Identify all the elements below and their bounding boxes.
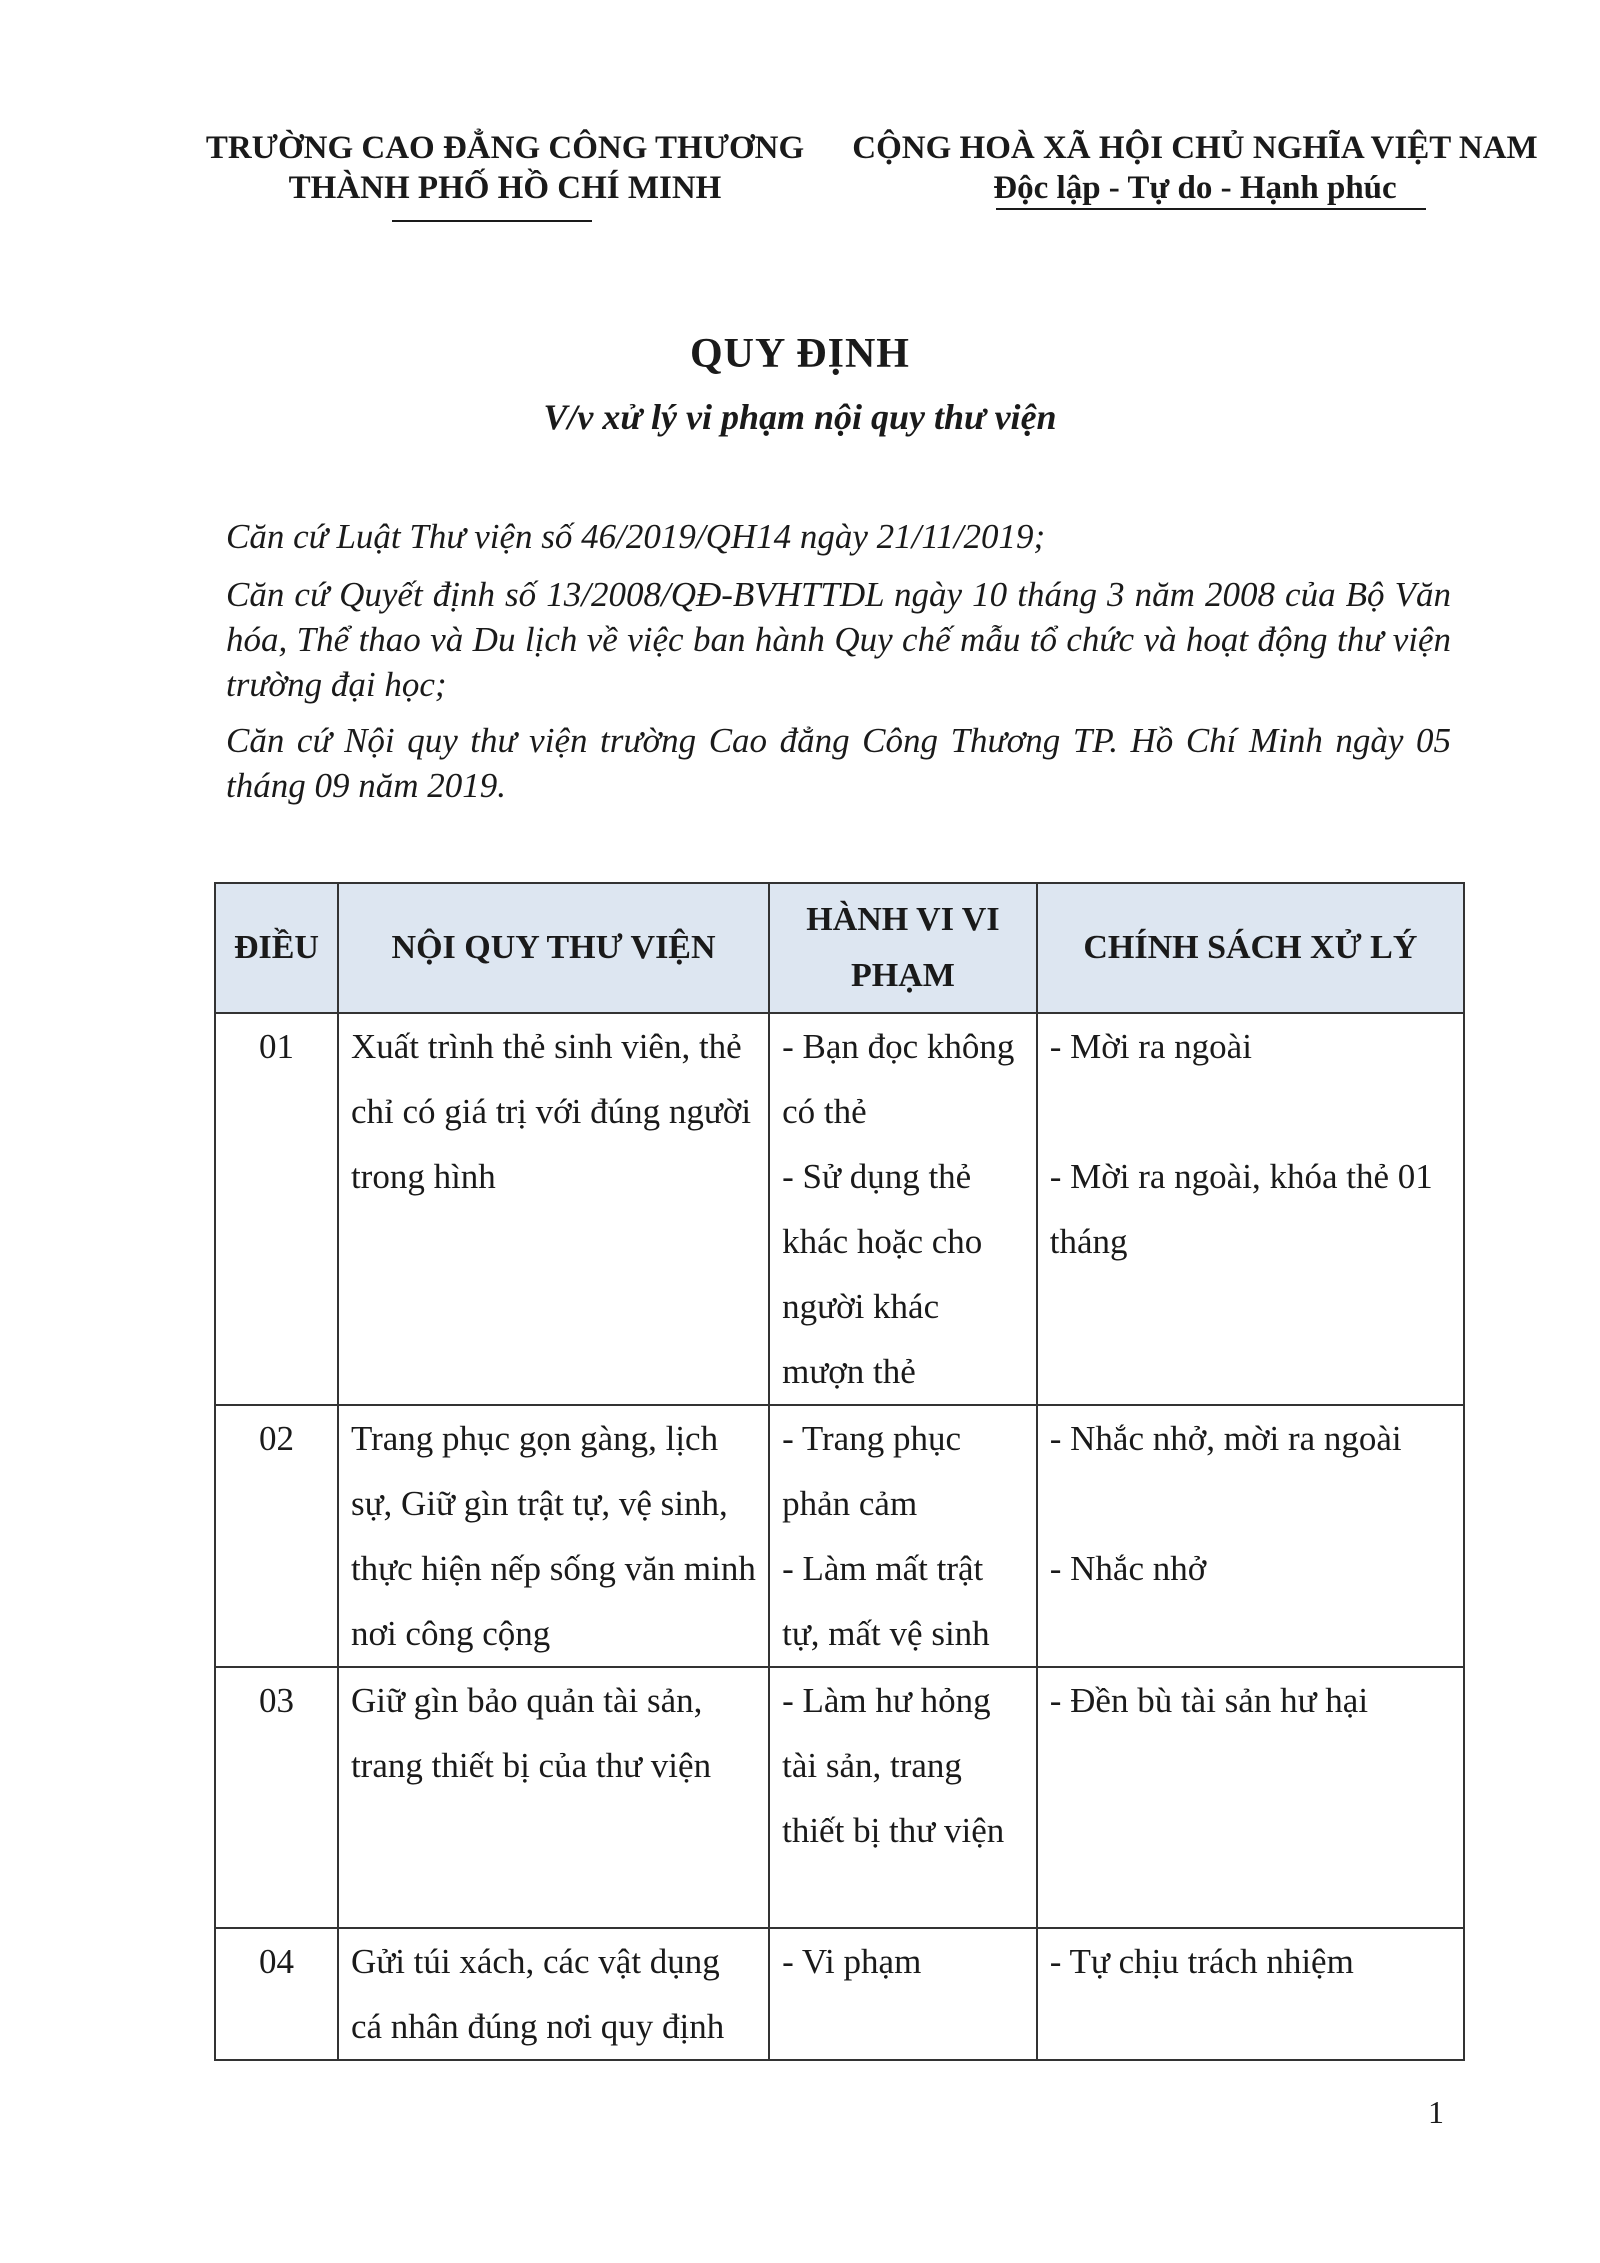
table-row [215, 1667, 1464, 1928]
rule-text: Gửi túi xách, các vật dụng cá nhân đúng nơi quy định [338, 1928, 769, 2060]
national-motto [850, 128, 1540, 208]
header-article: ĐIỀU [215, 883, 338, 1013]
header-violation: HÀNH VI VI PHẠM [769, 883, 1037, 1013]
policy-cell [1037, 1405, 1464, 1667]
school-name-line-2: THÀNH PHỐ HỒ CHÍ MINH [288, 170, 722, 206]
country-name: CỘNG HOÀ XÃ HỘI CHỦ NGHĨA VIỆT NAM [852, 130, 1538, 166]
policy-item: - Đền bù tài sản hư hại [1049, 1681, 1369, 1720]
violation-item: - Làm mất trật tự, mất vệ sinh [782, 1549, 990, 1653]
motto: Độc lập - Tự do - Hạnh phúc [993, 170, 1397, 206]
table-row [215, 1928, 1464, 2060]
violation-item: - Bạn đọc không có thẻ [782, 1027, 1015, 1131]
school-name-underline [392, 220, 592, 222]
policy-cell [1037, 1928, 1464, 2060]
policy-item: - Nhắc nhở [1049, 1549, 1207, 1588]
rule-text: Trang phục gọn gàng, lịch sự, Giữ gìn trật tự, vệ sinh, thực hiện nếp sống văn minh nơi công cộng [338, 1405, 769, 1667]
table-row [215, 1013, 1464, 1405]
document-subtitle: V/v xử lý vi phạm nội quy thư viện [543, 397, 1057, 437]
violation-item: - Sử dụng thẻ khác hoặc cho người khác mượn thẻ [782, 1157, 983, 1391]
article-number: 04 [215, 1928, 338, 2060]
document-title: QUY ĐỊNH [690, 331, 910, 377]
policy-cell [1037, 1013, 1464, 1405]
table-header-row [215, 883, 1464, 1013]
header-rule: NỘI QUY THƯ VIỆN [338, 883, 769, 1013]
policy-item: - Mời ra ngoài [1049, 1027, 1252, 1066]
violation-item: - Trang phục phản cảm [782, 1419, 962, 1523]
violation-item: - Làm hư hỏng tài sản, trang thiết bị thư viện [782, 1681, 1005, 1850]
rule-text: Xuất trình thẻ sinh viên, thẻ chỉ có giá trị với đúng người trong hình [338, 1013, 769, 1405]
violation-cell [769, 1928, 1037, 2060]
motto-underline [996, 208, 1426, 210]
policy-item: - Nhắc nhở, mời ra ngoài [1049, 1419, 1402, 1458]
policy-item: - Mời ra ngoài, khóa thẻ 01 tháng [1049, 1157, 1433, 1261]
school-name [180, 128, 830, 208]
basis-paragraph-3: Căn cứ Nội quy thư viện trường Cao đẳng Công Thương TP. Hồ Chí Minh ngày 05 tháng 09 năm 2019. [226, 721, 1451, 805]
header-policy: CHÍNH SÁCH XỬ LÝ [1037, 883, 1464, 1013]
basis-paragraph-2: Căn cứ Quyết định số 13/2008/QĐ-BVHTTDL ngày 10 tháng 3 năm 2008 của Bộ Văn hóa, Thể thao và Du lịch về việc ban hành Quy chế mẫu tổ chức và hoạt động thư viện trường đại học; [226, 575, 1451, 704]
article-number: 02 [215, 1405, 338, 1667]
table-row [215, 1405, 1464, 1667]
basis-paragraph-1: Căn cứ Luật Thư viện số 46/2019/QH14 ngày 21/11/2019; [226, 517, 1046, 556]
article-number: 03 [215, 1667, 338, 1928]
page-number: 1 [1428, 2094, 1444, 2130]
policy-item: - Tự chịu trách nhiệm [1049, 1942, 1354, 1981]
article-number: 01 [215, 1013, 338, 1405]
policy-cell [1037, 1667, 1464, 1928]
rule-text: Giữ gìn bảo quản tài sản, trang thiết bị của thư viện [338, 1667, 769, 1928]
violation-item: - Vi phạm [782, 1942, 922, 1981]
library-rules-table [214, 882, 1465, 2061]
school-name-line-1: TRƯỜNG CAO ĐẲNG CÔNG THƯƠNG [205, 130, 805, 166]
violation-cell [769, 1405, 1037, 1667]
violation-cell [769, 1013, 1037, 1405]
violation-cell [769, 1667, 1037, 1928]
